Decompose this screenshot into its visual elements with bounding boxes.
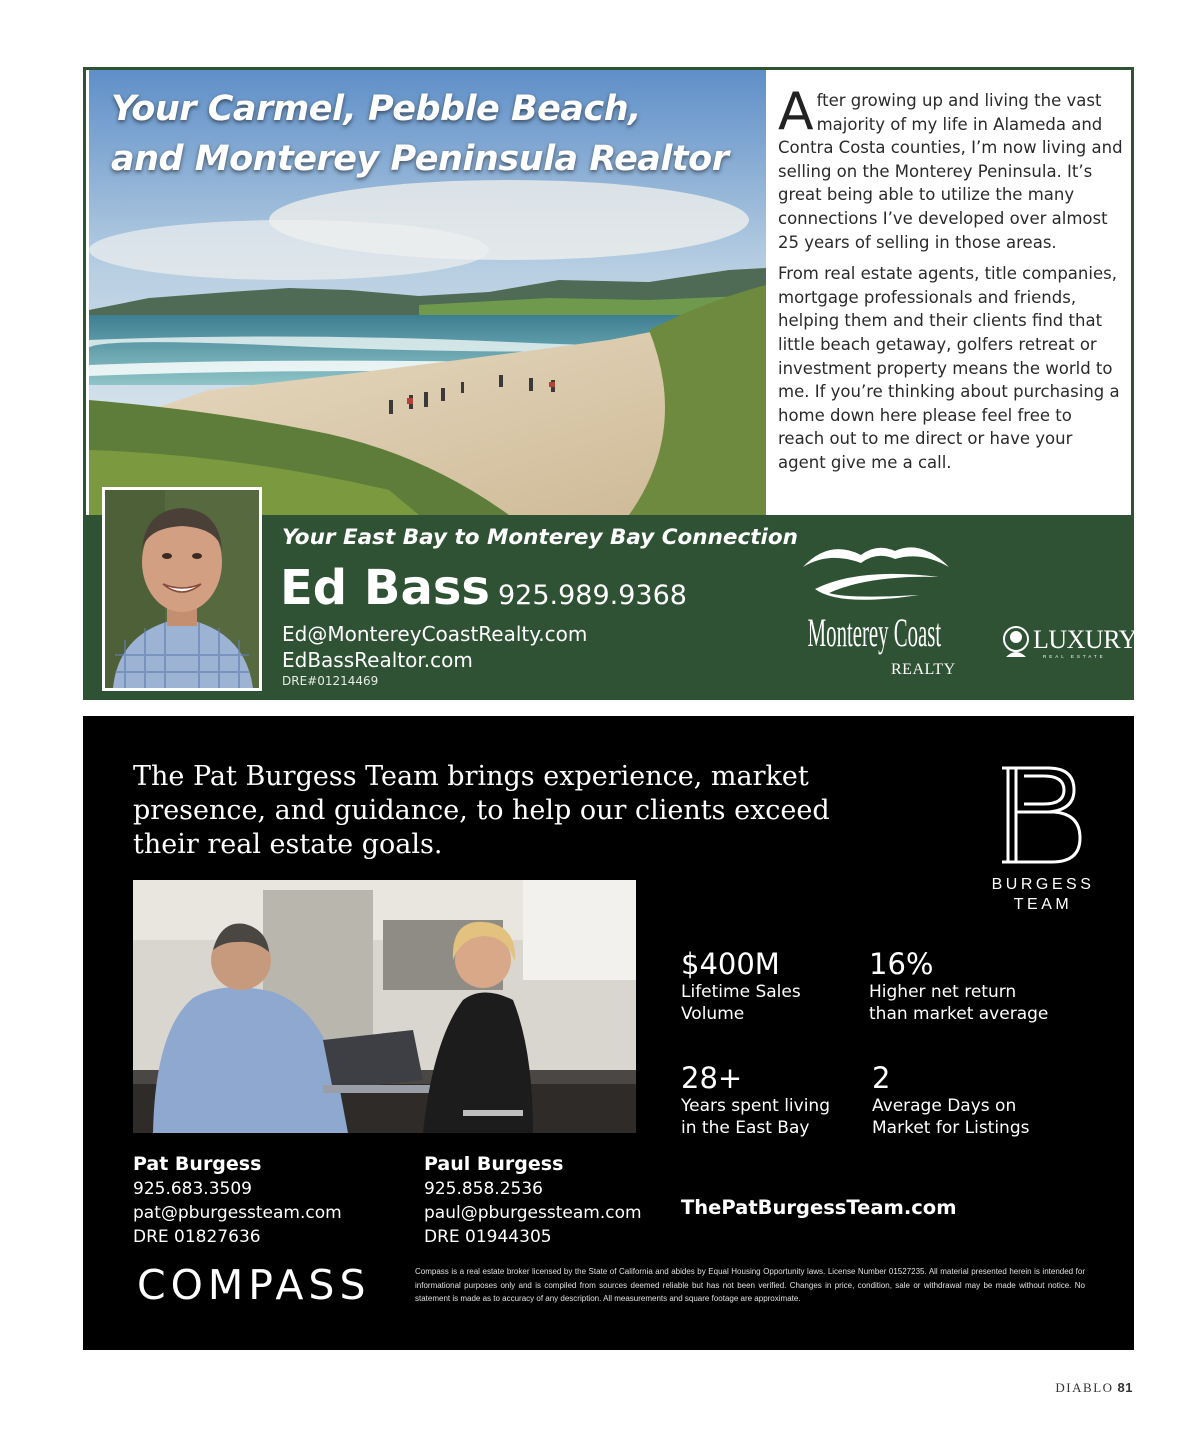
agent-name-line [280,560,687,616]
contact-phone[interactable]: 925.683.3509 [133,1179,252,1199]
stat-label: Years spent living in the East Bay [681,1096,830,1138]
kitchen-team-photo [133,880,636,1133]
contact-name: Pat Burgess [133,1153,262,1175]
stat-value: 28+ [681,1061,743,1095]
agent-portrait [102,487,262,691]
hero-title-line-2: and Monterey Peninsula Realtor [111,139,729,179]
contact-email[interactable]: pat@pburgessteam.com [133,1203,342,1223]
bio-paragraph-2: From real estate agents, title companies, mortgage professionals and friends, helping them and their clients find that little beach getaway, golfers retreat or investment property means the world to me. If you’re thinking about purchasing a home down here please feel free to reach out to me direct or have your agent give me a call. [778,264,1120,472]
stat-label: Lifetime Sales Volume [681,982,801,1024]
mountain-wave-icon [799,537,959,607]
compass-logo: COMPASS [137,1261,371,1309]
pb-monogram-icon [978,762,1108,874]
contact-phone[interactable]: 925.858.2536 [424,1179,543,1199]
crest-icon [1001,623,1031,661]
stat-value: 16% [869,947,934,981]
contact-license: DRE 01827636 [133,1227,261,1247]
beach-hero-image [89,70,766,515]
agent-bio [778,82,1123,483]
luxury-real-estate-logo [1001,623,1137,663]
legal-disclaimer: Compass is a real estate broker licensed by the State of California and abides by Equal Housing Opportunity laws. License Number 01527235. All material presented herein is intended for informational purposes only and is compiled from sources deemed reliable but has not been verified. Changes in price, condition, sale or withdrawal may be made without notice. No statement is made as to accuracy of any description. All measurements and square footage are approximate. [415,1267,1085,1303]
agent-phone[interactable]: 925.989.9368 [497,580,687,611]
bio-paragraph-1-text: fter growing up and living the vast majority of my life in Alameda and Contra Costa counties, I’m now living and selling on the Monterey Peninsula. It’s great being able to utilize the many connections I’ve developed over almost 25 years of selling in those areas. [778,91,1123,252]
team-headline: The Pat Burgess Team brings experience, market presence, and guidance, to help our clients exceed their real estate goals. [133,761,830,860]
tagline: Your East Bay to Monterey Bay Connection [282,525,798,550]
page-folio [1055,1380,1133,1396]
bio-paragraph-1 [778,82,1123,254]
drop-cap: A [778,82,814,142]
team-website[interactable]: ThePatBurgessTeam.com [681,1196,957,1219]
stat-net-return [869,947,1059,1025]
contact-email[interactable]: paul@pburgessteam.com [424,1203,642,1223]
stat-value: 2 [872,1061,891,1095]
burgess-team-logo [978,762,1108,922]
agent-email[interactable]: Ed@MontereyCoastRealty.com [282,622,588,646]
monterey-coast-wordmark: Monterey Coast [807,610,942,655]
stat-sales-volume [681,947,831,1025]
burgess-wordmark: BURGESS [991,876,1095,893]
realty-wordmark: REALTY [891,661,956,678]
hero-title [111,84,728,184]
agent-website[interactable]: EdBassRealtor.com [282,648,473,672]
stat-label: Average Days on Market for Listings [872,1096,1030,1138]
magazine-name: DIABLO [1055,1380,1114,1395]
contact-paul-burgess [424,1151,642,1249]
stat-label: Higher net return than market average [869,982,1049,1024]
ed-bass-ad [83,67,1137,700]
page-number: 81 [1117,1380,1133,1395]
team-wordmark: TEAM [1013,896,1073,913]
hero-title-line-1: Your Carmel, Pebble Beach, [111,89,641,129]
agent-name: Ed Bass [280,560,490,616]
stat-years-east-bay [681,1061,841,1139]
contact-license: DRE 01944305 [424,1227,552,1247]
stat-days-on-market [872,1061,1037,1139]
team-photo [133,880,636,1133]
luxury-subtext: REAL ESTATE [1043,654,1106,659]
luxury-wordmark: LUXURY [1033,625,1137,654]
stat-value: $400M [681,947,780,981]
contact-name: Paul Burgess [424,1153,564,1175]
burgess-team-ad [83,716,1134,1350]
agent-license: DRE#01214469 [282,674,379,688]
contact-pat-burgess [133,1151,342,1249]
agent-portrait-photo [105,490,259,688]
monterey-coast-realty-logo [799,537,964,685]
